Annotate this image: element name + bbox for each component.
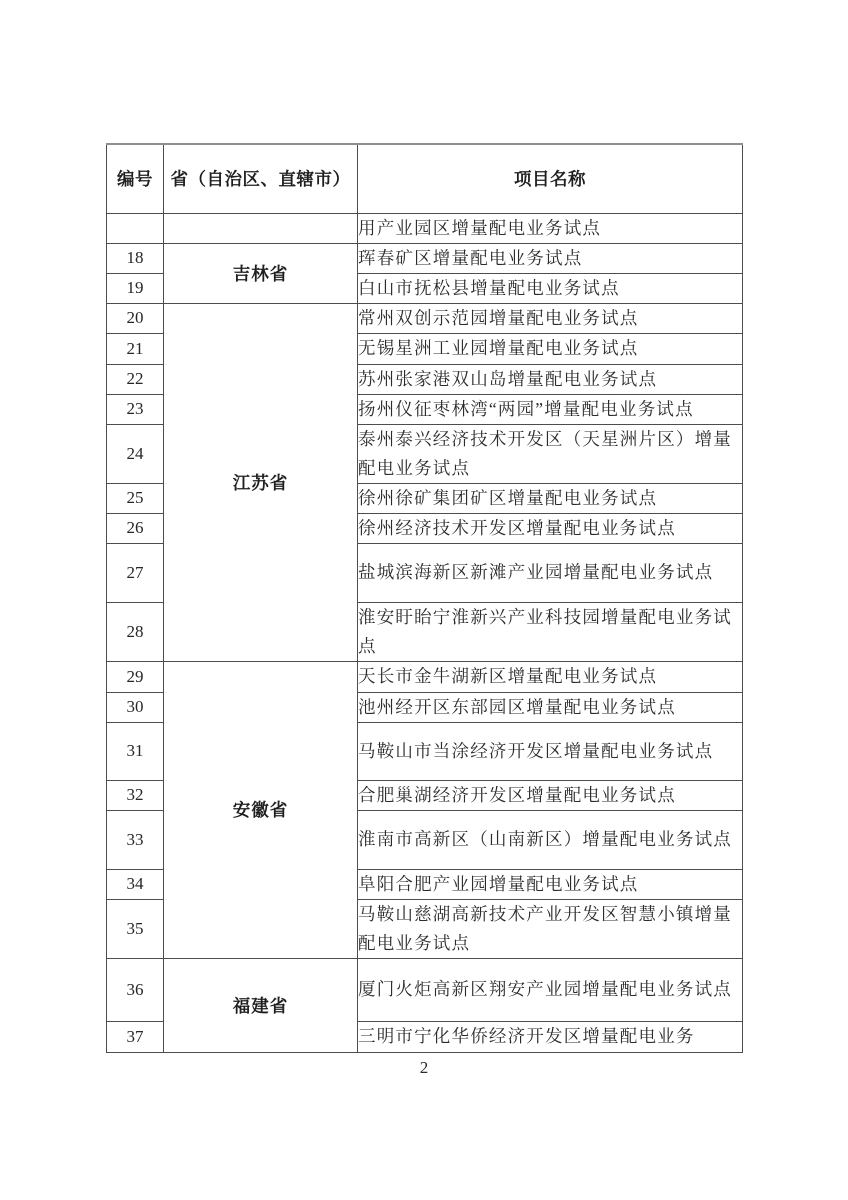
- row-number-cell: 29: [107, 661, 164, 692]
- row-number-cell: 20: [107, 303, 164, 333]
- province-cell: [164, 213, 358, 243]
- project-name-cell: 马鞍山慈湖高新技术产业开发区智慧小镇增量配电业务试点: [358, 899, 743, 958]
- project-name-cell: 马鞍山市当涂经济开发区增量配电业务试点: [358, 722, 743, 780]
- table-row: [107, 213, 743, 243]
- row-number-cell: 21: [107, 333, 164, 364]
- project-name-cell: 珲春矿区增量配电业务试点: [358, 243, 743, 273]
- table-row: [107, 958, 743, 1021]
- row-number-cell: 34: [107, 869, 164, 899]
- row-number-cell: 27: [107, 543, 164, 602]
- project-name-cell: 用产业园区增量配电业务试点: [358, 213, 743, 243]
- project-name-cell: 淮南市高新区（山南新区）增量配电业务试点: [358, 810, 743, 869]
- project-name-cell: 厦门火炬高新区翔安产业园增量配电业务试点: [358, 958, 743, 1021]
- project-name-cell: 徐州徐矿集团矿区增量配电业务试点: [358, 483, 743, 513]
- row-number-cell: 36: [107, 958, 164, 1021]
- row-number-cell: 24: [107, 424, 164, 483]
- row-number-cell: 19: [107, 273, 164, 303]
- project-name-cell: 常州双创示范园增量配电业务试点: [358, 303, 743, 333]
- row-number-cell: 26: [107, 513, 164, 543]
- province-cell-fujian: 福建省: [164, 958, 358, 1052]
- project-name-cell: 扬州仪征枣林湾“两园”增量配电业务试点: [358, 394, 743, 424]
- row-number-cell: 28: [107, 602, 164, 661]
- header-project-name: 项目名称: [358, 144, 743, 213]
- project-name-cell: 淮安盱眙宁淮新兴产业科技园增量配电业务试点: [358, 602, 743, 661]
- project-name-cell: 苏州张家港双山岛增量配电业务试点: [358, 364, 743, 394]
- project-name-cell: 三明市宁化华侨经济开发区增量配电业务: [358, 1021, 743, 1052]
- project-name-cell: 阜阳合肥产业园增量配电业务试点: [358, 869, 743, 899]
- province-cell-jiangsu: 江苏省: [164, 303, 358, 661]
- row-number-cell: 37: [107, 1021, 164, 1052]
- row-number-cell: 32: [107, 780, 164, 810]
- project-name-cell: 无锡星洲工业园增量配电业务试点: [358, 333, 743, 364]
- row-number-cell: 18: [107, 243, 164, 273]
- row-number-cell: 22: [107, 364, 164, 394]
- row-number-cell: [107, 213, 164, 243]
- project-name-cell: 池州经开区东部园区增量配电业务试点: [358, 692, 743, 722]
- header-row: [107, 144, 743, 213]
- row-number-cell: 31: [107, 722, 164, 780]
- province-cell-anhui: 安徽省: [164, 661, 358, 958]
- project-name-cell: 徐州经济技术开发区增量配电业务试点: [358, 513, 743, 543]
- project-name-cell: 白山市抚松县增量配电业务试点: [358, 273, 743, 303]
- header-province: 省（自治区、直辖市）: [164, 144, 358, 213]
- project-name-cell: 合肥巢湖经济开发区增量配电业务试点: [358, 780, 743, 810]
- row-number-cell: 23: [107, 394, 164, 424]
- row-number-cell: 30: [107, 692, 164, 722]
- header-number: 编号: [107, 144, 164, 213]
- row-number-cell: 25: [107, 483, 164, 513]
- pilot-projects-table: [106, 143, 743, 1053]
- row-number-cell: 33: [107, 810, 164, 869]
- table-row: [107, 243, 743, 273]
- table-row: [107, 661, 743, 692]
- row-number-cell: 35: [107, 899, 164, 958]
- province-cell-jilin: 吉林省: [164, 243, 358, 303]
- project-name-cell: 盐城滨海新区新滩产业园增量配电业务试点: [358, 543, 743, 602]
- page-number: 2: [419, 1058, 429, 1077]
- table-row: [107, 303, 743, 333]
- project-name-cell: 天长市金牛湖新区增量配电业务试点: [358, 661, 743, 692]
- project-name-cell: 泰州泰兴经济技术开发区（天星洲片区）增量配电业务试点: [358, 424, 743, 483]
